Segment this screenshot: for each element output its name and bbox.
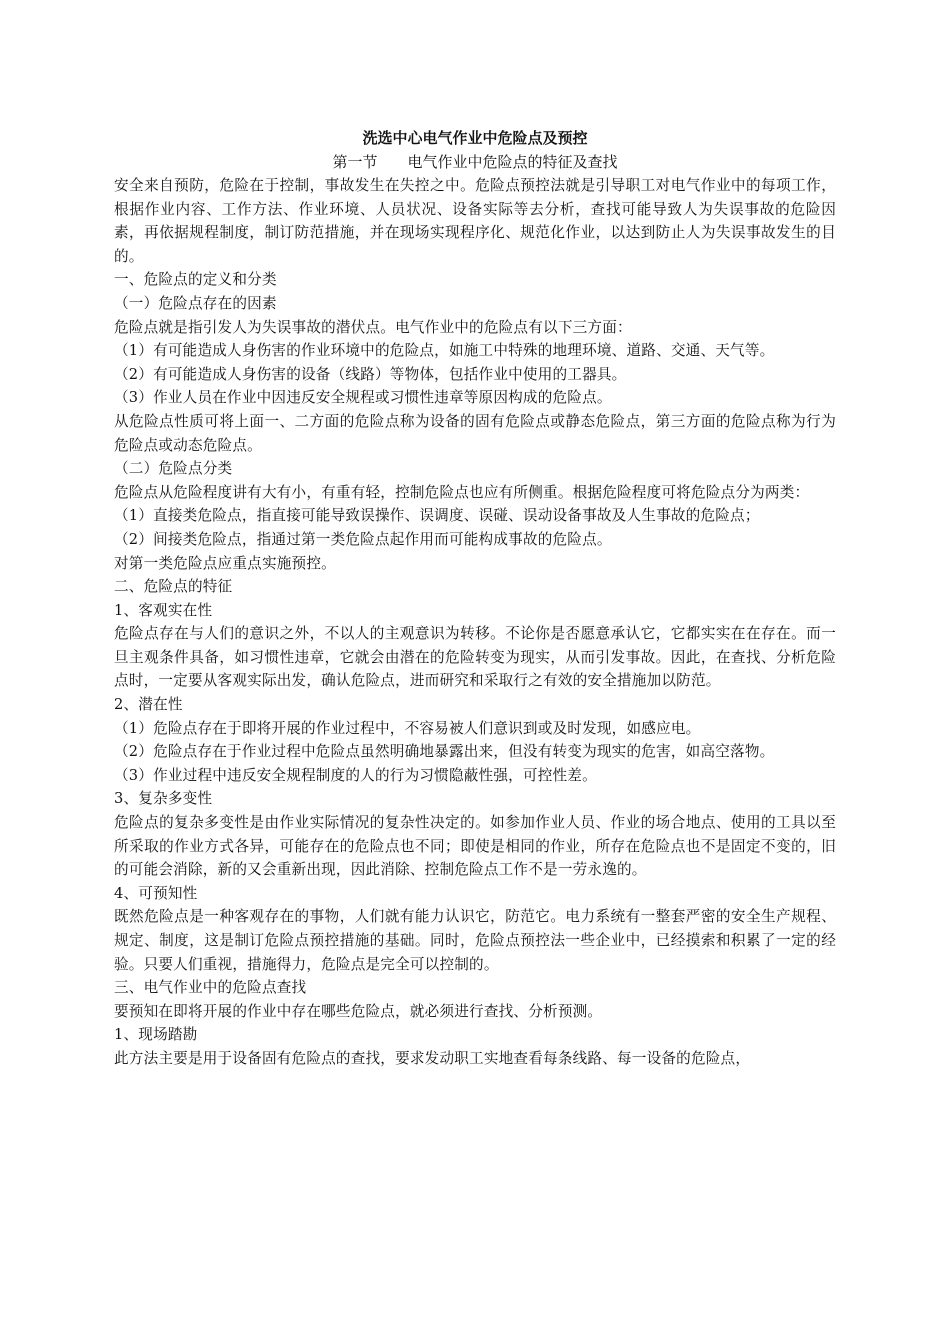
paragraph: （1）危险点存在于即将开展的作业过程中，不容易被人们意识到或及时发现，如感应电。: [114, 719, 701, 737]
paragraph: （3）作业过程中违反安全规程制度的人的行为习惯隐蔽性强，可控性差。: [114, 766, 597, 784]
paragraph: 对第一类危险点应重点实施预控。: [114, 554, 336, 572]
paragraph: 3、复杂多变性: [114, 790, 213, 808]
paragraph: 一、危险点的定义和分类: [114, 271, 277, 289]
document-body: [114, 126, 836, 1071]
paragraph: （1）有可能造成人身伤害的作业环境中的危险点，如施工中特殊的地理环境、道路、交通、天气等。: [114, 342, 775, 360]
paragraph: 危险点存在与人们的意识之外，不以人的主观意识为转移。不论你是否愿意承认它，它都实实在在存在。而一旦主观条件具备，如习惯性违章，它就会由潜在的危险转变为现实，从而引发事故。因此，在查找、分析危险点时，一定要从客观实际出发，确认危险点，进而研究和采取行之有效的安全措施加以防范。: [114, 625, 836, 690]
paragraph: （2）有可能造成人身伤害的设备（线路）等物体，包括作业中使用的工器具。: [114, 365, 627, 383]
section-heading: 第一节 电气作业中危险点的特征及查找: [332, 153, 618, 171]
paragraph: 4、可预知性: [114, 884, 198, 902]
paragraph: （二）危险点分类: [114, 460, 233, 478]
paragraph: 既然危险点是一种客观存在的事物，人们就有能力认识它，防范它。电力系统有一整套严密的安全生产规程、规定、制度，这是制订危险点预控措施的基础。同时，危险点预控法一些企业中，已经摸索和积累了一定的经验。只要人们重视，措施得力，危险点是完全可以控制的。: [114, 908, 836, 973]
document-title: 洗选中心电气作业中危险点及预控: [362, 129, 588, 147]
paragraph: 2、潜在性: [114, 696, 183, 714]
paragraph: 危险点从危险程度讲有大有小，有重有轻，控制危险点也应有所侧重。根据危险程度可将危险点分为两类：: [114, 483, 810, 501]
paragraph: 从危险点性质可将上面一、二方面的危险点称为设备的固有危险点或静态危险点，第三方面的危险点称为行为危险点或动态危险点。: [114, 412, 836, 454]
paragraph: 二、危险点的特征: [114, 578, 233, 596]
paragraph: 安全来自预防，危险在于控制，事故发生在失控之中。危险点预控法就是引导职工对电气作业中的每项工作，根据作业内容、工作方法、作业环境、人员状况、设备实际等去分析，查找可能导致人为失误事故的危险因素，再依据规程制度，制订防范措施，并在现场实现程序化、规范化作业，以达到防止人为失误事故发生的目的。: [114, 177, 836, 265]
paragraph: 危险点就是指引发人为失误事故的潜伏点。电气作业中的危险点有以下三方面：: [114, 318, 632, 336]
paragraph: 要预知在即将开展的作业中存在哪些危险点，就必须进行查找、分析预测。: [114, 1002, 603, 1020]
paragraph: 1、现场踏勘: [114, 1026, 198, 1044]
paragraph: 1、客观实在性: [114, 601, 213, 619]
paragraph: （1）直接类危险点，指直接可能导致误操作、误调度、误碰、误动设备事故及人生事故的危险点；: [114, 507, 760, 525]
paragraph: （3）作业人员在作业中因违反安全规程或习惯性违章等原因构成的危险点。: [114, 389, 612, 407]
paragraph: （2）危险点存在于作业过程中危险点虽然明确地暴露出来，但没有转变为现实的危害，如高空落物。: [114, 743, 775, 761]
paragraph: 危险点的复杂多变性是由作业实际情况的复杂性决定的。如参加作业人员、作业的场合地点、使用的工具以至所采取的作业方式各异，可能存在的危险点也不同；即使是相同的作业，所存在危险点也不是固定不变的，旧的可能会消除，新的又会重新出现，因此消除、控制危险点工作不是一劳永逸的。: [114, 814, 836, 879]
paragraph-list: [114, 174, 836, 1071]
paragraph: 三、电气作业中的危险点查找: [114, 979, 307, 997]
paragraph: （2）间接类危险点，指通过第一类危险点起作用而可能构成事故的危险点。: [114, 530, 612, 548]
paragraph: 此方法主要是用于设备固有危险点的查找，要求发动职工实地查看每条线路、每一设备的危险点，: [114, 1049, 751, 1067]
paragraph: （一）危险点存在的因素: [114, 294, 277, 312]
